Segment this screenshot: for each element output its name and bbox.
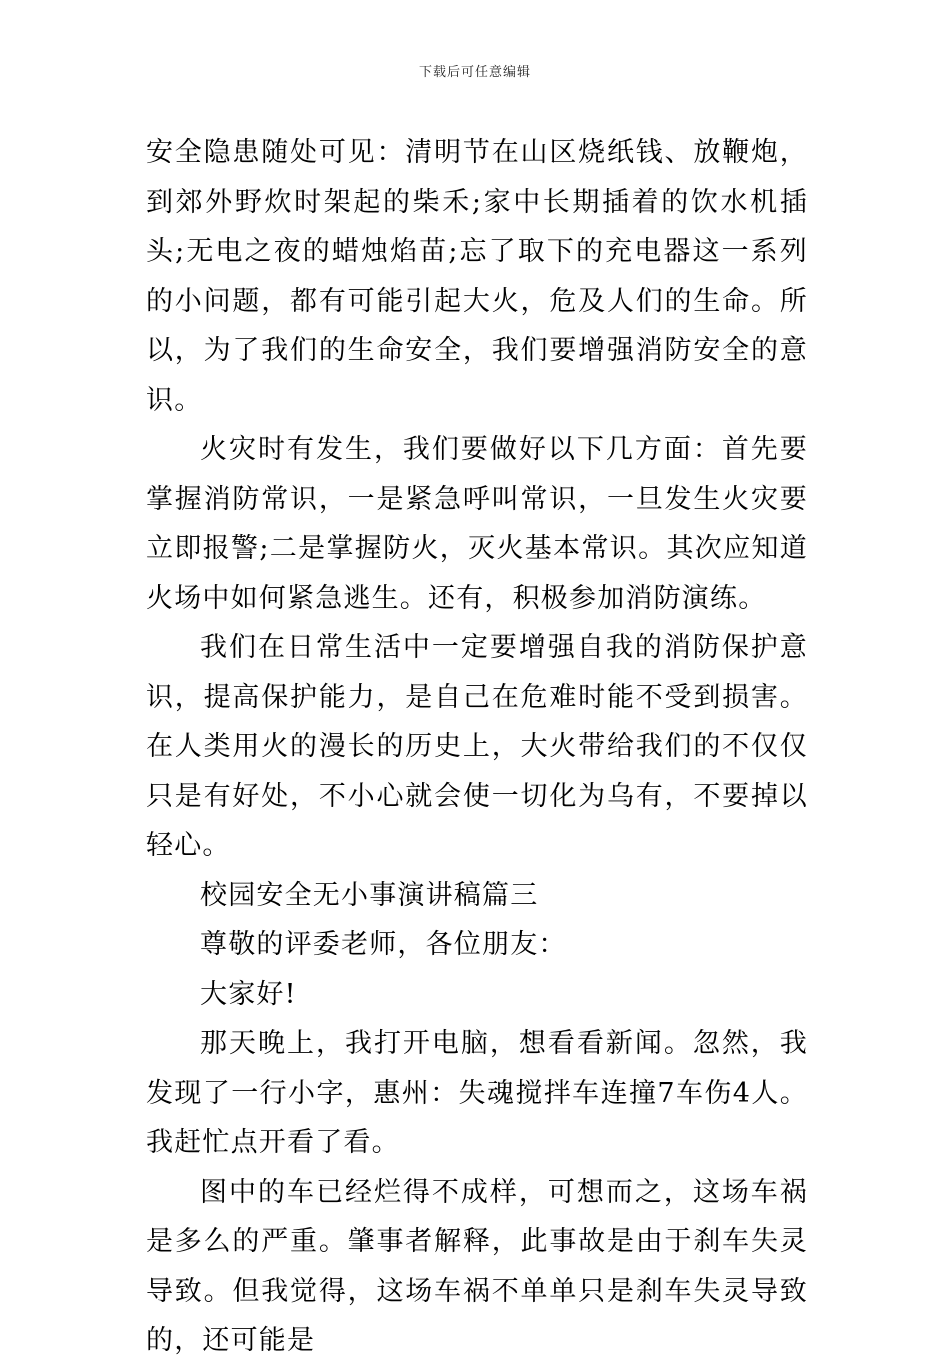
paragraph-accident: 图中的车已经烂得不成样，可想而之，这场车祸是多么的严重。肇事者解释，此事故是由于刹车失灵导致。但我觉得，这场车祸不单单只是刹车失灵导致的，还可能是 bbox=[146, 1176, 808, 1356]
salutation: 尊敬的评委老师，各位朋友： bbox=[200, 929, 567, 960]
paragraph-fire-knowledge: 火灾时有发生，我们要做好以下几方面：首先要掌握消防常识，一是紧急呼叫常识，一旦发生火灾要立即报警;二是掌握防火，灭火基本常识。其次应知道火场中如何紧急逃生。还有，积极参加消防演练。 bbox=[146, 434, 808, 614]
document-body bbox=[146, 128, 808, 1366]
paragraph-fire-hazards: 安全隐患随处可见：清明节在山区烧纸钱、放鞭炮，到郊外野炊时架起的柴禾;家中长期插着的饮水机插头;无电之夜的蜡烛焰苗;忘了取下的充电器这一系列的小问题，都有可能引起大火，危及人们的生命。所以，为了我们的生命安全，我们要增强消防安全的意识。 bbox=[146, 137, 808, 416]
page-header: 下载后可任意编辑 bbox=[418, 65, 531, 80]
greeting: 大家好! bbox=[200, 978, 297, 1010]
section-title: 校园安全无小事演讲稿篇三 bbox=[200, 879, 539, 911]
paragraph-news: 那天晚上，我打开电脑，想看看新闻。忽然，我发现了一行小字，惠州：失魂搅拌车连撞7车伤4人。我赶忙点开看了看。 bbox=[146, 1028, 808, 1158]
paragraph-self-protection: 我们在日常生活中一定要增强自我的消防保护意识，提高保护能力，是自己在危难时能不受到损害。在人类用火的漫长的历史上，大火带给我们的不仅仅只是有好处，不小心就会使一切化为乌有，不要掉以轻心。 bbox=[146, 632, 808, 861]
